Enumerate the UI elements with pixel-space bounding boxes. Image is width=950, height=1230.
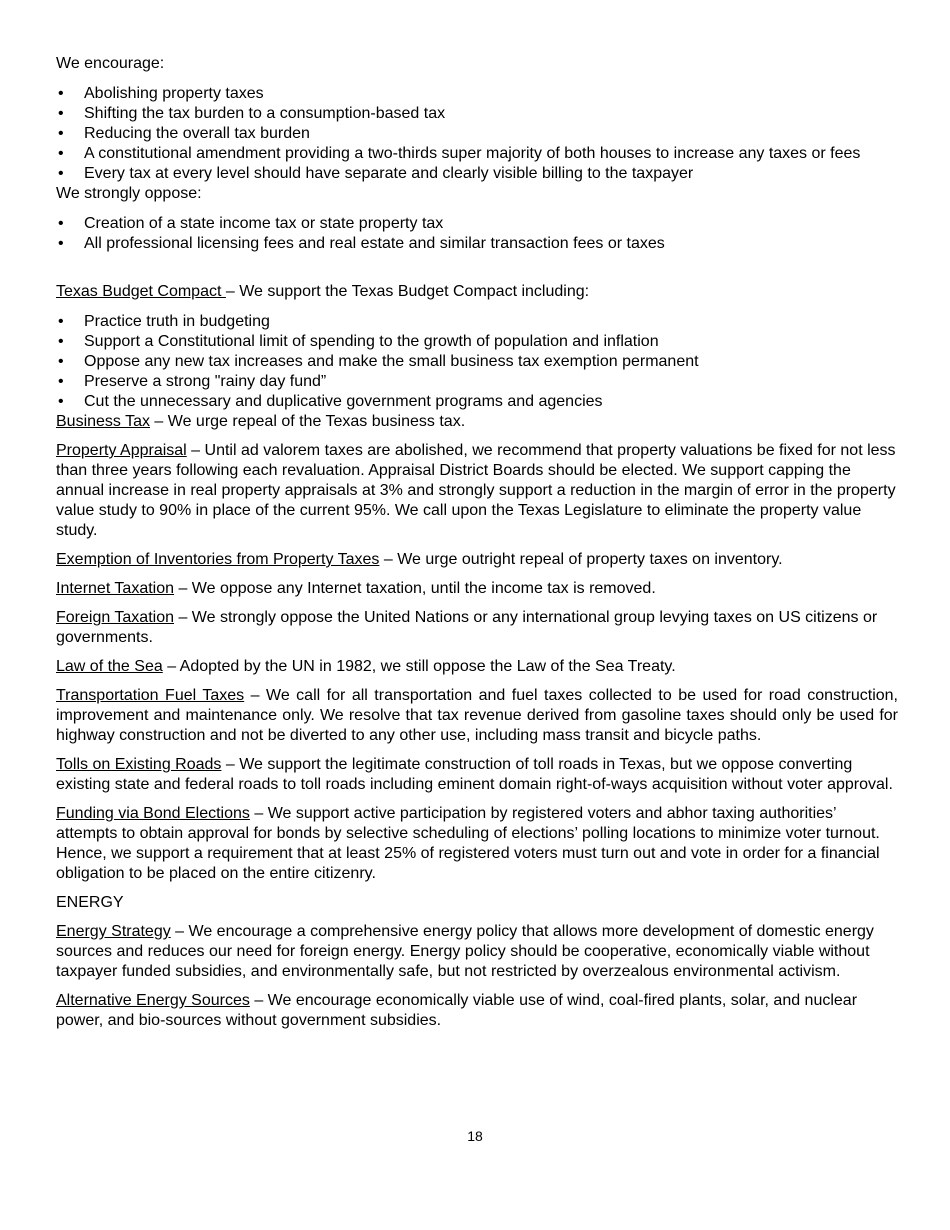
list-item: • Preserve a strong "rainy day fund”: [56, 372, 898, 392]
energy-strategy-paragraph: [56, 922, 898, 982]
internet-taxation-title: Internet Taxation: [56, 580, 175, 597]
energy-strategy-title: Energy Strategy: [56, 923, 171, 940]
list-item: • Abolishing property taxes: [56, 84, 898, 104]
inventories-title: Exemption of Inventories from Property Taxes: [56, 551, 380, 568]
internet-taxation-paragraph: [56, 579, 898, 599]
inventories-text: – We urge outright repeal of property taxes on inventory.: [379, 551, 783, 568]
list-item: • Support a Constitutional limit of spending to the growth of population and inflation: [56, 332, 898, 352]
list-item: • Reducing the overall tax burden: [56, 124, 898, 144]
bond-elections-text: – We support active participation by registered voters and abhor taxing authorities’ attempts to obtain approval for bonds by selective scheduling of elections’ polling locations to minimize voter turnout. Hence, we support a requirement that at least 25% of registered voters must turn out and vote in order for a financial obligation to be placed on the entire citizenry.: [56, 805, 880, 882]
fuel-taxes-text: – We call for all transportation and fuel taxes collected to be used for road construction, improvement and maintenance only. We resolve that tax revenue derived from gasoline taxes should only be used for highway construction and not be diverted to any other use, including mass transit and bicycle paths.: [56, 687, 898, 744]
budget-compact-text: – We support the Texas Budget Compact including:: [225, 283, 590, 300]
list-item: • Shifting the tax burden to a consumption-based tax: [56, 104, 898, 124]
page-number: 18: [467, 1128, 483, 1144]
business-tax-text: – We urge repeal of the Texas business tax.: [149, 413, 466, 430]
property-appraisal-text: – Until ad valorem taxes are abolished, we recommend that property valuations be fixed for not less than three years following each revaluation. Appraisal District Boards should be elected. We support capping the annual increase in real property appraisals at 3% and strongly support a reduction in the margin of error in the property value study to 90% in place of the current 95%. We call upon the Texas Legislature to eliminate the property value study.: [56, 442, 896, 539]
budget-compact-title: Texas Budget Compact: [56, 283, 226, 300]
list-item: • Creation of a state income tax or state property tax: [56, 214, 898, 234]
list-item: • All professional licensing fees and real estate and similar transaction fees or taxes: [56, 234, 898, 254]
list-item: • A constitutional amendment providing a two-thirds super majority of both houses to increase any taxes or fees: [56, 144, 898, 164]
energy-strategy-text: – We encourage a comprehensive energy policy that allows more development of domestic energy sources and reduces our need for foreign energy. Energy policy should be cooperative, economically viable without taxpayer funded subsidies, and environmentally safe, but not restricted by overzealous environmental activism.: [56, 923, 874, 980]
encourage-list: [56, 84, 898, 184]
law-of-sea-title: Law of the Sea: [56, 658, 163, 675]
property-appraisal-paragraph: [56, 441, 898, 541]
tolls-paragraph: [56, 755, 898, 795]
law-of-sea-text: – Adopted by the UN in 1982, we still oppose the Law of the Sea Treaty.: [162, 658, 676, 675]
property-appraisal-title: Property Appraisal: [56, 442, 187, 459]
fuel-taxes-paragraph: [56, 686, 898, 746]
alt-energy-title: Alternative Energy Sources: [56, 992, 250, 1009]
tolls-text: – We support the legitimate construction of toll roads in Texas, but we oppose converting existing state and federal roads to toll roads including eminent domain right-of-ways acquisition without voter approval.: [56, 756, 893, 793]
energy-heading: ENERGY: [56, 894, 124, 911]
list-item: • Practice truth in budgeting: [56, 312, 898, 332]
list-item: • Every tax at every level should have separate and clearly visible billing to the taxpayer: [56, 164, 898, 184]
list-item: • Oppose any new tax increases and make the small business tax exemption permanent: [56, 352, 898, 372]
document-page: [56, 54, 898, 1031]
business-tax-paragraph: [56, 412, 898, 432]
budget-compact-paragraph: [56, 282, 898, 302]
internet-taxation-text: – We oppose any Internet taxation, until the income tax is removed.: [174, 580, 656, 597]
bond-elections-paragraph: [56, 804, 898, 884]
bond-elections-title: Funding via Bond Elections: [56, 805, 250, 822]
oppose-list: [56, 214, 898, 254]
alt-energy-paragraph: [56, 991, 898, 1031]
alt-energy-text: – We encourage economically viable use of wind, coal-fired plants, solar, and nuclear power, and bio-sources without government subsidies.: [56, 992, 858, 1029]
foreign-taxation-title: Foreign Taxation: [56, 609, 174, 626]
law-of-sea-paragraph: [56, 657, 898, 677]
oppose-heading: We strongly oppose:: [56, 185, 202, 202]
foreign-taxation-text: – We strongly oppose the United Nations or any international group levying taxes on US citizens or governments.: [56, 609, 878, 646]
fuel-taxes-title: Transportation Fuel Taxes: [56, 687, 245, 704]
budget-compact-list: [56, 312, 898, 412]
tolls-title: Tolls on Existing Roads: [56, 756, 222, 773]
encourage-heading: We encourage:: [56, 55, 165, 72]
list-item: • Cut the unnecessary and duplicative government programs and agencies: [56, 392, 898, 412]
foreign-taxation-paragraph: [56, 608, 898, 648]
business-tax-title: Business Tax: [56, 413, 150, 430]
inventories-paragraph: [56, 550, 898, 570]
